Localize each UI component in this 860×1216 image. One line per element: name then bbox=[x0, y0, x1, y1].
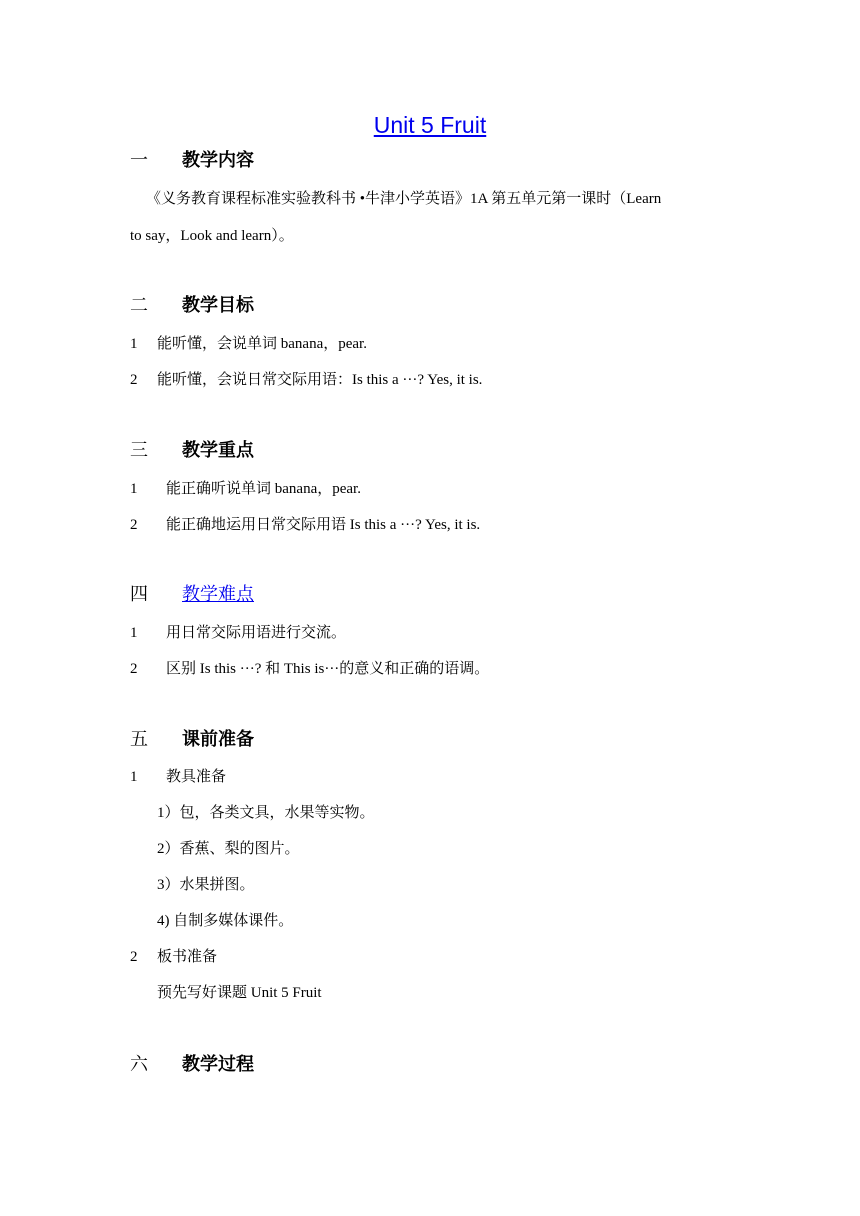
section-heading-content bbox=[130, 148, 254, 174]
item-text: 能听懂，会说日常交际用语：Is this a ···? Yes, it is. bbox=[157, 372, 483, 388]
document-title[interactable]: Unit 5 Fruit bbox=[373, 112, 487, 138]
list-item bbox=[130, 946, 217, 968]
item-text: 用日常交际用语进行交流。 bbox=[166, 625, 347, 641]
paragraph-line: 《义务教育课程标准实验教科书 •牛津小学英语》1A 第五单元第一课时（Learn bbox=[146, 191, 662, 207]
list-item bbox=[130, 478, 361, 500]
section-title: 教学内容 bbox=[182, 150, 254, 171]
section-number: 六 bbox=[130, 1054, 148, 1075]
sub-list-item: 1）包，各类文具，水果等实物。 bbox=[157, 805, 375, 821]
list-item bbox=[130, 333, 367, 355]
item-text: 教具准备 bbox=[166, 769, 227, 785]
sub-list-item: 2）香蕉、梨的图片。 bbox=[157, 841, 300, 857]
item-text: 能正确听说单词 banana，pear. bbox=[166, 481, 361, 497]
section-number: 三 bbox=[130, 440, 148, 461]
item-text: 区别 Is this ···? 和 This is···的意义和正确的语调。 bbox=[166, 661, 490, 677]
section-heading-difficulties bbox=[130, 582, 254, 608]
item-number: 1 bbox=[130, 336, 138, 352]
item-number: 2 bbox=[130, 517, 138, 533]
item-number: 2 bbox=[130, 949, 138, 965]
item-number: 1 bbox=[130, 481, 138, 497]
item-text: 能听懂，会说单词 banana，pear. bbox=[157, 336, 367, 352]
sub-list-item: 3）水果拼图。 bbox=[157, 877, 255, 893]
section-title: 教学重点 bbox=[182, 440, 254, 461]
sub-list-item: 预先写好课题 Unit 5 Fruit bbox=[157, 985, 322, 1001]
item-number: 1 bbox=[130, 769, 138, 785]
list-item bbox=[130, 658, 489, 680]
section-heading-key-points bbox=[130, 438, 254, 464]
item-number: 2 bbox=[130, 372, 138, 388]
item-number: 2 bbox=[130, 661, 138, 677]
section-title: 课前准备 bbox=[182, 729, 254, 750]
section-title-link[interactable]: 教学难点 bbox=[182, 584, 254, 605]
sub-list-item: 4) 自制多媒体课件。 bbox=[157, 913, 294, 929]
section-number: 四 bbox=[130, 584, 148, 605]
item-text: 能正确地运用日常交际用语 Is this a ···? Yes, it is. bbox=[166, 517, 481, 533]
section-number: 五 bbox=[130, 729, 148, 750]
item-number: 1 bbox=[130, 625, 138, 641]
list-item bbox=[130, 766, 226, 788]
section-title: 教学目标 bbox=[182, 295, 254, 316]
list-item bbox=[130, 622, 346, 644]
list-item bbox=[130, 514, 480, 536]
section-title: 教学过程 bbox=[182, 1054, 254, 1075]
section-number: 一 bbox=[130, 150, 148, 171]
section-heading-objectives bbox=[130, 293, 254, 319]
item-text: 板书准备 bbox=[157, 949, 218, 965]
section-number: 二 bbox=[130, 295, 148, 316]
section-heading-process bbox=[130, 1052, 254, 1078]
list-item bbox=[130, 369, 482, 391]
section-heading-preparation bbox=[130, 727, 254, 753]
paragraph-line: to say，Look and learn）。 bbox=[130, 228, 294, 244]
